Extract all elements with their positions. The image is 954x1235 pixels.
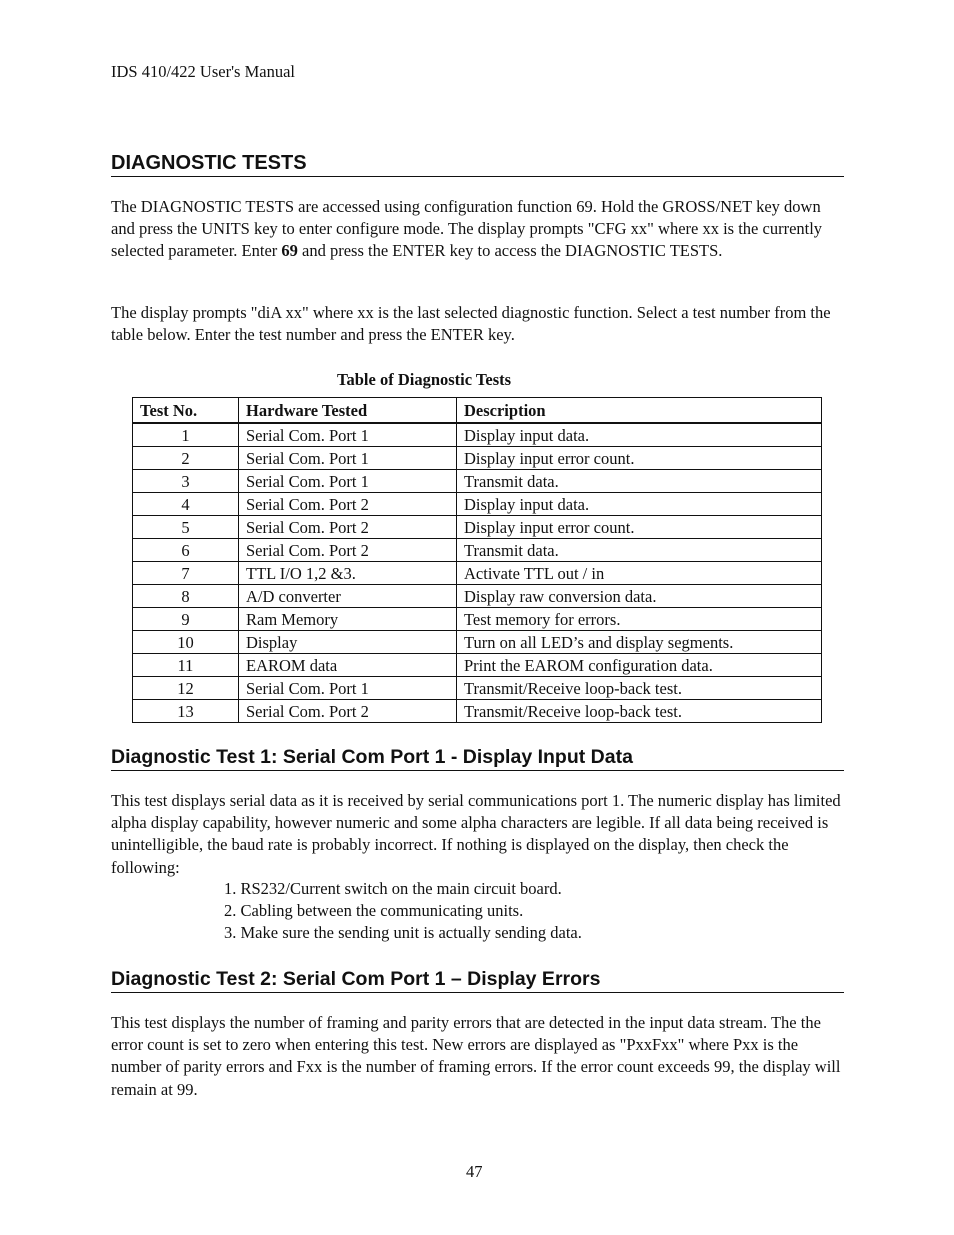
diagnostic-tests-table: [132, 397, 822, 723]
list-item: 1. RS232/Current switch on the main circuit board.: [224, 879, 562, 898]
table-row: [133, 493, 822, 516]
table-row: [133, 677, 822, 700]
description-cell: Transmit data.: [457, 470, 822, 493]
hardware-cell: Ram Memory: [239, 608, 457, 631]
hardware-cell: Serial Com. Port 1: [239, 677, 457, 700]
column-header: Hardware Tested: [239, 398, 457, 424]
table-row: [133, 562, 822, 585]
test-number-cell: 12: [133, 677, 239, 700]
description-cell: Test memory for errors.: [457, 608, 822, 631]
test1-paragraph: This test displays serial data as it is received by serial communications port 1. The numeric display has limited alpha display capability, however numeric and some alpha characters are legible. If all data being received is unintelligible, the baud rate is probably incorrect. If nothing is displayed on the display, then check the following:: [111, 791, 841, 877]
description-cell: Transmit data.: [457, 539, 822, 562]
test-number-cell: 4: [133, 493, 239, 516]
column-header: Description: [457, 398, 822, 424]
test-number-cell: 5: [133, 516, 239, 539]
test-number-cell: 6: [133, 539, 239, 562]
list-item: 3. Make sure the sending unit is actually sending data.: [224, 923, 582, 943]
test-number-cell: 1: [133, 423, 239, 447]
hardware-cell: Serial Com. Port 1: [239, 470, 457, 493]
hardware-cell: A/D converter: [239, 585, 457, 608]
test2-title: Diagnostic Test 2: Serial Com Port 1 – Display Errors: [111, 968, 844, 993]
table-row: [133, 423, 822, 447]
description-cell: Display input data.: [457, 493, 822, 516]
description-cell: Display input data.: [457, 423, 822, 447]
test2-paragraph: This test displays the number of framing and parity errors that are detected in the input data stream. The the error count is set to zero when entering this test. New errors are displayed as "PxxFxx" where Pxx is the number of parity errors and Fxx is the number of framing errors. If the error count exceeds 99, the display will remain at 99.: [111, 1013, 841, 1099]
hardware-cell: TTL I/O 1,2 &3.: [239, 562, 457, 585]
table-header-row: [133, 398, 822, 424]
hardware-cell: Serial Com. Port 2: [239, 539, 457, 562]
table-row: [133, 539, 822, 562]
test-number-cell: 13: [133, 700, 239, 723]
table-row: [133, 447, 822, 470]
description-cell: Activate TTL out / in: [457, 562, 822, 585]
description-cell: Turn on all LED’s and display segments.: [457, 631, 822, 654]
section-title: DIAGNOSTIC TESTS: [111, 152, 844, 177]
description-cell: Display input error count.: [457, 447, 822, 470]
table-row: [133, 654, 822, 677]
intro-text-end: and press the ENTER key to access the DIAGNOSTIC TESTS.: [302, 241, 723, 261]
table-row: [133, 470, 822, 493]
hardware-cell: Serial Com. Port 1: [239, 447, 457, 470]
page-number: 47: [466, 1162, 483, 1181]
table-row: [133, 585, 822, 608]
test-number-cell: 7: [133, 562, 239, 585]
function-number: 69: [281, 241, 298, 261]
description-cell: Display input error count.: [457, 516, 822, 539]
page-header: IDS 410/422 User's Manual: [111, 62, 295, 81]
hardware-cell: Serial Com. Port 2: [239, 700, 457, 723]
table-row: [133, 608, 822, 631]
intro-text: The DIAGNOSTIC TESTS are accessed using configuration function 69. Hold the GROSS/NET key down and press the UNITS key to enter configure mode. The display prompts "CFG xx" where xx is the currently selected parameter. Enter: [111, 197, 823, 261]
test-number-cell: 2: [133, 447, 239, 470]
table-title: Table of Diagnostic Tests: [337, 370, 512, 389]
description-cell: Transmit/Receive loop-back test.: [457, 677, 822, 700]
description-cell: Print the EAROM configuration data.: [457, 654, 822, 677]
description-cell: Display raw conversion data.: [457, 585, 822, 608]
hardware-cell: Serial Com. Port 1: [239, 423, 457, 447]
table-row: [133, 700, 822, 723]
table-row: [133, 631, 822, 654]
table-row: [133, 516, 822, 539]
test-number-cell: 11: [133, 654, 239, 677]
test-number-cell: 8: [133, 585, 239, 608]
hardware-cell: EAROM data: [239, 654, 457, 677]
list-item: 2. Cabling between the communicating units.: [224, 901, 524, 921]
check-list: [224, 878, 582, 945]
description-cell: Transmit/Receive loop-back test.: [457, 700, 822, 723]
hardware-cell: Serial Com. Port 2: [239, 493, 457, 516]
test1-title: Diagnostic Test 1: Serial Com Port 1 - Display Input Data: [111, 746, 844, 771]
test-number-cell: 9: [133, 608, 239, 631]
test-number-cell: 3: [133, 470, 239, 493]
prompt-paragraph: The display prompts "diA xx" where xx is the last selected diagnostic function. Select a test number from the table below. Enter the test number and press the ENTER key.: [111, 303, 831, 345]
intro-paragraph: [111, 196, 844, 263]
hardware-cell: Serial Com. Port 2: [239, 516, 457, 539]
test-number-cell: 10: [133, 631, 239, 654]
column-header: Test No.: [133, 398, 239, 424]
hardware-cell: Display: [239, 631, 457, 654]
